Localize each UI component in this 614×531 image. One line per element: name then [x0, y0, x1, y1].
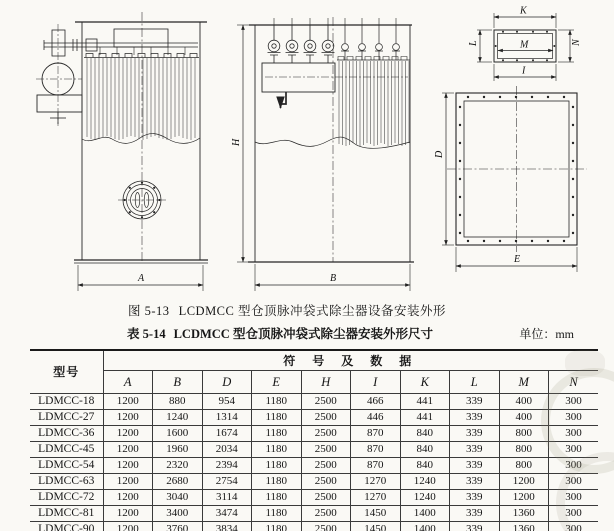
value-cell: 1180 — [252, 458, 302, 474]
value-cell: 1200 — [499, 474, 549, 490]
value-cell: 1200 — [103, 426, 153, 442]
figure-caption-text: LCDMCC 型仓顶脉冲袋式除尘器设备安装外形 — [178, 304, 446, 318]
value-cell: 300 — [549, 442, 599, 458]
value-cell: 339 — [450, 506, 500, 522]
dim-K — [494, 6, 556, 29]
dim-label-I: I — [522, 65, 526, 77]
filter-bags-front — [87, 58, 195, 140]
value-cell: 840 — [400, 426, 450, 442]
dim-B — [255, 264, 410, 291]
value-cell: 3040 — [153, 490, 203, 506]
dimensions-table — [30, 349, 598, 531]
front-view-drawing — [36, 12, 208, 291]
value-cell: 2500 — [301, 394, 351, 410]
access-port — [118, 181, 166, 219]
column-header-H: H — [301, 371, 351, 394]
dim-label-K: K — [520, 5, 527, 17]
model-cell: LDMCC-90 — [30, 522, 103, 531]
value-cell: 800 — [499, 458, 549, 474]
dim-L — [468, 30, 492, 62]
air-header-box — [262, 63, 335, 92]
value-cell: 2500 — [301, 442, 351, 458]
dim-H — [231, 25, 252, 262]
value-cell: 2500 — [301, 506, 351, 522]
value-cell: 1200 — [103, 442, 153, 458]
model-cell: LDMCC-54 — [30, 458, 103, 474]
value-cell: 3474 — [202, 506, 252, 522]
table-row — [30, 410, 598, 426]
dim-label-B: B — [330, 273, 337, 284]
dim-I — [494, 64, 556, 81]
value-cell: 3760 — [153, 522, 203, 531]
value-cell: 800 — [499, 426, 549, 442]
drain-pipe — [281, 92, 287, 108]
value-cell: 339 — [450, 426, 500, 442]
value-cell: 1240 — [153, 410, 203, 426]
value-cell: 2394 — [202, 458, 252, 474]
value-cell: 300 — [549, 490, 599, 506]
dim-label-H: H — [231, 138, 242, 146]
model-cell: LDMCC-72 — [30, 490, 103, 506]
value-cell: 3114 — [202, 490, 252, 506]
value-cell: 1960 — [153, 442, 203, 458]
value-cell: 2754 — [202, 474, 252, 490]
table-row — [30, 522, 598, 531]
value-cell: 1180 — [252, 410, 302, 426]
value-cell: 3400 — [153, 506, 203, 522]
table-row — [30, 490, 598, 506]
model-cell: LDMCC-63 — [30, 474, 103, 490]
value-cell: 1200 — [103, 522, 153, 531]
value-cell: 800 — [499, 442, 549, 458]
blower-assembly — [36, 24, 97, 126]
value-cell: 1200 — [103, 490, 153, 506]
table-row — [30, 442, 598, 458]
column-header-L: L — [450, 371, 500, 394]
inlet-flange-drawing — [468, 6, 582, 82]
column-group-header: 符 号 及 数 据 — [103, 350, 598, 371]
dim-M — [498, 40, 553, 51]
value-cell: 870 — [351, 442, 401, 458]
value-cell: 300 — [549, 394, 599, 410]
model-cell: LDMCC-18 — [30, 394, 103, 410]
value-cell: 300 — [549, 506, 599, 522]
bottom-flange-drawing — [434, 86, 587, 272]
value-cell: 2500 — [301, 458, 351, 474]
figure-number: 图 5-13 — [128, 304, 170, 318]
table-title-text: LCDMCC 型仓顶脉冲袋式除尘器安装外形尺寸 — [173, 327, 433, 341]
value-cell: 2500 — [301, 426, 351, 442]
value-cell: 466 — [351, 394, 401, 410]
value-cell: 339 — [450, 442, 500, 458]
value-cell: 1180 — [252, 394, 302, 410]
table-title-row — [0, 324, 614, 342]
column-header-B: B — [153, 371, 203, 394]
dim-label-A: A — [138, 273, 145, 284]
table-body — [30, 394, 598, 531]
table-row — [30, 458, 598, 474]
dim-label-D: D — [434, 150, 445, 158]
value-cell: 300 — [549, 474, 599, 490]
column-header-A: A — [103, 371, 153, 394]
table-row — [30, 506, 598, 522]
unit-label: 单位：mm — [519, 327, 574, 341]
value-cell: 870 — [351, 458, 401, 474]
value-cell: 1450 — [351, 522, 401, 531]
value-cell: 400 — [499, 410, 549, 426]
column-header-M: M — [499, 371, 549, 394]
value-cell: 1270 — [351, 490, 401, 506]
value-cell: 2034 — [202, 442, 252, 458]
value-cell: 1400 — [400, 506, 450, 522]
value-cell: 1180 — [252, 490, 302, 506]
value-cell: 1200 — [103, 506, 153, 522]
value-cell: 339 — [450, 522, 500, 531]
value-cell: 339 — [450, 474, 500, 490]
value-cell: 300 — [549, 410, 599, 426]
model-cell: LDMCC-27 — [30, 410, 103, 426]
value-cell: 1200 — [103, 474, 153, 490]
table-number: 表 5-14 — [127, 327, 166, 341]
value-cell: 954 — [202, 394, 252, 410]
model-cell: LDMCC-81 — [30, 506, 103, 522]
pulse-valves-large — [268, 25, 335, 63]
table-row — [30, 394, 598, 410]
value-cell: 446 — [351, 410, 401, 426]
dim-label-L: L — [468, 40, 479, 46]
value-cell: 1200 — [499, 490, 549, 506]
column-header-D: D — [202, 371, 252, 394]
value-cell: 870 — [351, 426, 401, 442]
dim-label-E: E — [514, 254, 521, 265]
value-cell: 2500 — [301, 410, 351, 426]
value-cell: 2500 — [301, 490, 351, 506]
value-cell: 3834 — [202, 522, 252, 531]
side-view-drawing — [231, 17, 414, 291]
value-cell: 400 — [499, 394, 549, 410]
value-cell: 441 — [400, 410, 450, 426]
value-cell: 1180 — [252, 506, 302, 522]
value-cell: 300 — [549, 522, 599, 531]
dim-A — [78, 265, 203, 291]
value-cell: 1674 — [202, 426, 252, 442]
value-cell: 1180 — [252, 442, 302, 458]
column-header-N: N — [549, 371, 599, 394]
value-cell: 1180 — [252, 474, 302, 490]
value-cell: 339 — [450, 394, 500, 410]
value-cell: 1360 — [499, 522, 549, 531]
value-cell: 1180 — [252, 426, 302, 442]
value-cell: 1600 — [153, 426, 203, 442]
value-cell: 1314 — [202, 410, 252, 426]
table-title — [0, 324, 560, 342]
value-cell: 2500 — [301, 522, 351, 531]
value-cell: 1270 — [351, 474, 401, 490]
value-cell: 339 — [450, 410, 500, 426]
value-cell: 1200 — [103, 394, 153, 410]
figure-caption — [0, 301, 574, 319]
value-cell: 2680 — [153, 474, 203, 490]
value-cell: 441 — [400, 394, 450, 410]
value-cell: 840 — [400, 458, 450, 474]
value-cell: 2320 — [153, 458, 203, 474]
table-row — [30, 426, 598, 442]
value-cell: 1200 — [103, 458, 153, 474]
model-cell: LDMCC-45 — [30, 442, 103, 458]
value-cell: 339 — [450, 458, 500, 474]
value-cell: 1400 — [400, 522, 450, 531]
model-cell: LDMCC-36 — [30, 426, 103, 442]
value-cell: 1450 — [351, 506, 401, 522]
value-cell: 840 — [400, 442, 450, 458]
value-cell: 1200 — [103, 410, 153, 426]
pulse-valves-small — [341, 25, 400, 60]
value-cell: 2500 — [301, 474, 351, 490]
column-header-model: 型号 — [30, 350, 103, 394]
dim-label-N: N — [571, 39, 582, 46]
value-cell: 339 — [450, 490, 500, 506]
value-cell: 1240 — [400, 474, 450, 490]
value-cell: 1360 — [499, 506, 549, 522]
value-cell: 1240 — [400, 490, 450, 506]
dim-N — [558, 30, 582, 62]
value-cell: 1180 — [252, 522, 302, 531]
column-header-K: K — [400, 371, 450, 394]
value-cell: 300 — [549, 426, 599, 442]
column-header-E: E — [252, 371, 302, 394]
value-cell: 300 — [549, 458, 599, 474]
filter-bags-side — [339, 61, 409, 146]
column-header-I: I — [351, 371, 401, 394]
dim-label-M: M — [520, 39, 529, 51]
value-cell: 880 — [153, 394, 203, 410]
table-row — [30, 474, 598, 490]
